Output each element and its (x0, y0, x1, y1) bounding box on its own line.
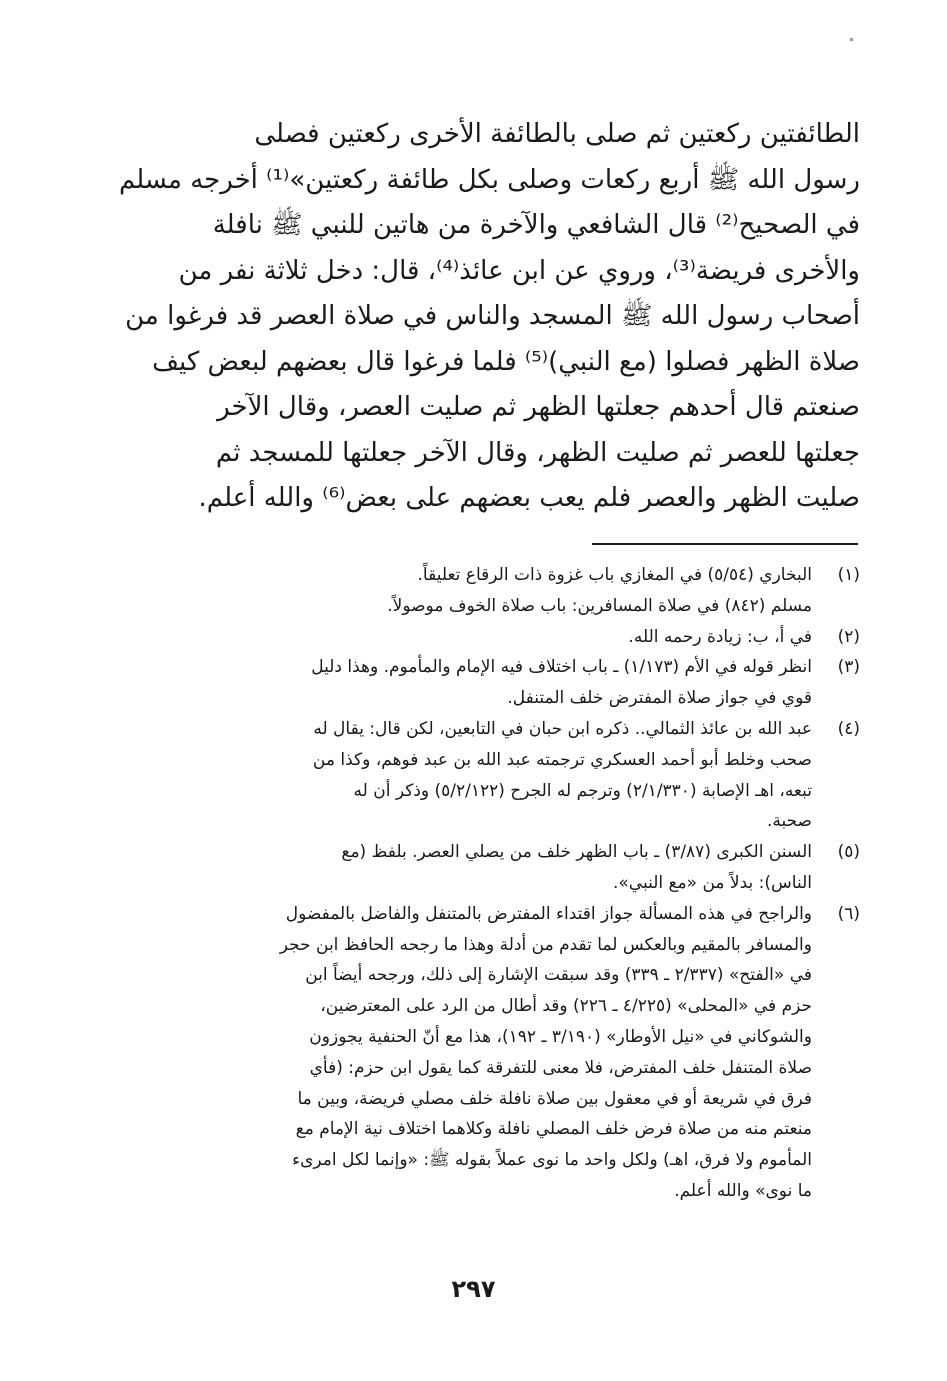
main-text-line: صليت الظهر والعصر فلم يعب بعضهم على بعض⁽⁶⁾ والله أعلم. (198, 483, 860, 513)
main-text-line: صنعتم قال أحدهم جعلتها الظهر ثم صليت العصر، وقال الآخر (217, 392, 860, 422)
footnote-number: (٣) (837, 657, 860, 678)
footnote-line: حزم في «المحلى» (٤/٢٢٥ ـ ٢٢٦) وقد أطال من الرد على المعترضين، (320, 996, 812, 1017)
scan-speck (850, 38, 853, 41)
main-text-line: أصحاب رسول الله ﷺ المسجد والناس في صلاة العصر قد فرغوا من (125, 301, 860, 331)
footnote-line: والشوكاني في «نيل الأوطار» (٣/١٩٠ ـ ١٩٢)، هذا مع أنّ الحنفية يجوزون (309, 1026, 812, 1047)
footnote-number: (٥) (837, 842, 860, 863)
page-number: ٢٩٧ (451, 1275, 496, 1303)
footnote-line: ما نوى» والله أعلم. (674, 1180, 812, 1201)
footnote-number: (٢) (837, 626, 860, 647)
footnote-line: انظر قوله في الأم (١/١٧٣) ـ باب اختلاف فيه الإمام والمأموم. وهذا دليل (311, 657, 812, 678)
footnote-line: قوي في جواز صلاة المفترض خلف المتنفل. (507, 688, 812, 709)
footnote-number: (١) (837, 565, 860, 585)
footnote (160, 652, 860, 714)
footnote-line: فرق في شريعة أو في معقول بين صلاة نافلة خلف مصلي فريضة، وبين ما (297, 1088, 812, 1109)
footnote-line: السنن الكبرى (٣/٨٧) ـ باب الظهر خلف من يصلي العصر. بلفظ (مع (341, 842, 812, 863)
footnote-number: (٦) (837, 903, 860, 924)
footnote-line: تبعه، اهـ الإصابة (٢/١/٣٣٠) وترجم له الجرح (٥/٢/١٢٢) وذكر أن له (353, 780, 812, 801)
main-text-line: في الصحيح⁽²⁾ قال الشافعي والآخرة من هاتين للنبي ﷺ نافلة (212, 210, 860, 240)
main-text-line: جعلتها للعصر ثم صليت الظهر، وقال الآخر جعلتها للمسجد ثم (215, 437, 860, 468)
footnote-line: صحبة. (766, 811, 812, 832)
footnote-line: في أ، ب: زيادة رحمه الله. (628, 626, 812, 647)
footnote (160, 899, 860, 1207)
footnote-line: البخاري (٥/٥٤) في المغازي باب غزوة ذات الرقاع تعليقاً. (417, 565, 812, 585)
footnotes (160, 560, 860, 1207)
footnote-separator (592, 543, 858, 545)
main-text-line: الطائفتين ركعتين ثم صلى بالطائفة الأخرى ركعتين فصلى (254, 119, 860, 149)
footnote (160, 837, 860, 899)
footnote (160, 560, 860, 622)
footnote-line: المأموم ولا فرق، اهـ) ولكل واحد ما نوى عملاً بقوله ﷺ: «وإنما لكل امرىء (292, 1150, 812, 1171)
main-text-line: والأخرى فريضة⁽³⁾، وروي عن ابن عائذ⁽⁴⁾، قال: دخل ثلاثة نفر من (178, 255, 860, 286)
footnote (160, 714, 860, 837)
footnote-line: الناس): بدلاً من «مع النبي». (612, 872, 812, 893)
footnote-line: منعتم منه من صلاة فرض خلف المصلي نافلة وكلاهما اختلاف نية الإمام مع (295, 1119, 812, 1140)
main-text-line: صلاة الظهر فصلوا (مع النبي)⁽⁵⁾ فلما فرغوا قال بعضهم لبعض كيف (152, 346, 860, 377)
footnote-line: في «الفتح» (٢/٣٣٧ ـ ٣٣٩) وقد سبقت الإشارة إلى ذلك، ورجحه أيضاً ابن (305, 965, 812, 986)
footnote (160, 622, 860, 653)
footnote-line: عبد الله بن عائذ الثمالي.. ذكره ابن حبان في التابعين، لكن قال: يقال له (313, 718, 812, 739)
footnote-line: والمسافر بالمقيم وبالعكس لما تقدم من أدلة وهذا ما رجحه الحافظ ابن حجر (279, 934, 812, 955)
footnote-line: مسلم (٨٤٢) في صلاة المسافرين: باب صلاة الخوف موصولاً. (387, 595, 812, 616)
footnote-line: صحب وخلط أبو أحمد العسكري ترجمته عبد الله بن عبد فوهم، وكذا من (312, 749, 812, 770)
main-text (118, 112, 860, 522)
footnote-line: صلاة المتنفل خلف المفترض، فلا معنى للتفرقة كما يقول ابن حزم: (فأي (309, 1057, 812, 1078)
main-text-line: رسول الله ﷺ أربع ركعات وصلى بكل طائفة ركعتين»⁽¹⁾ أخرجه مسلم (118, 164, 860, 195)
footnote-line: والراجح في هذه المسألة جواز اقتداء المفترض بالمتنفل والفاضل بالمفضول (285, 903, 812, 924)
footnote-number: (٤) (837, 718, 860, 739)
